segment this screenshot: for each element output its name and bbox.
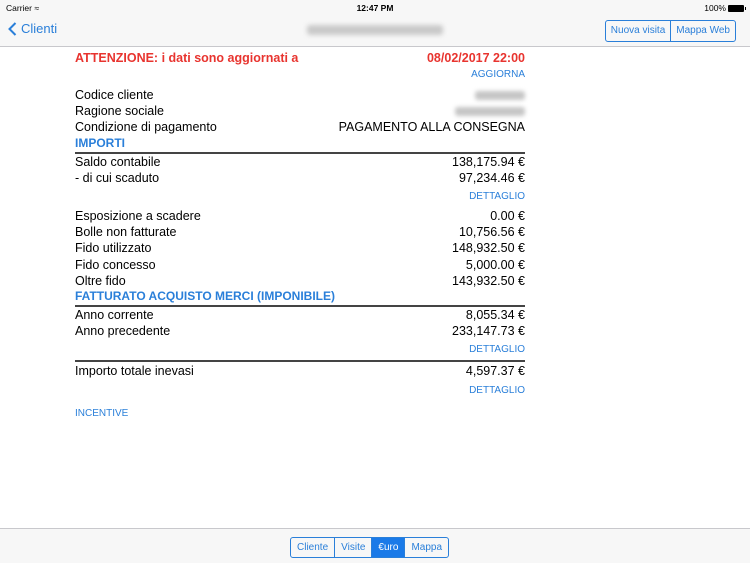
warning-datetime: 08/02/2017 22:00: [426, 51, 525, 65]
tab-euro[interactable]: €uro: [371, 538, 404, 557]
refresh-link[interactable]: AGGIORNA: [471, 69, 525, 80]
info-value: PAGAMENTO ALLA CONSEGNA: [338, 120, 525, 135]
info-row: [75, 87, 525, 103]
amount-row: [75, 257, 525, 273]
battery-icon: [728, 5, 744, 12]
clock: 12:47 PM: [356, 3, 394, 13]
amount-value: 0.00 €: [490, 208, 525, 223]
amount-label: Fido concesso: [75, 257, 156, 272]
navigation-bar: [0, 0, 750, 47]
amount-label: Bolle non fatturate: [75, 225, 177, 240]
client-code-redacted: [475, 91, 525, 100]
amount-value: 5,000.00 €: [465, 257, 525, 272]
section-fatturato: FATTURATO ACQUISTO MERCI (IMPONIBILE): [75, 288, 335, 303]
amount-row: [75, 208, 525, 224]
amount-label: - di cui scaduto: [75, 170, 160, 185]
detail-link-importi[interactable]: DETTAGLIO: [469, 190, 525, 202]
status-bar: [0, 0, 750, 16]
divider: [75, 360, 525, 362]
new-visit-button[interactable]: Nuova visita: [610, 25, 666, 36]
section-tabs: [290, 537, 449, 558]
amount-label: Oltre fido: [75, 273, 126, 288]
back-label: Clienti: [21, 21, 58, 36]
amount-row: [75, 170, 525, 186]
info-row: [75, 103, 525, 119]
amount-value: 233,147.73 €: [452, 324, 525, 339]
amount-row: [75, 154, 525, 170]
wifi-icon: ≈: [34, 3, 40, 13]
detail-link-fatturato[interactable]: DETTAGLIO: [469, 344, 525, 356]
amount-label: Esposizione a scadere: [75, 208, 201, 223]
tab-cliente[interactable]: Cliente: [297, 542, 329, 553]
amount-value: 97,234.46 €: [458, 170, 525, 185]
amount-value: 138,175.94 €: [452, 154, 525, 169]
page-title-redacted: [307, 25, 443, 35]
amount-row: [75, 224, 525, 240]
data-warning: [75, 48, 525, 69]
info-label: Condizione di pagamento: [75, 120, 217, 135]
amount-row: [75, 363, 525, 379]
amount-row: [75, 307, 525, 323]
amount-row: [75, 323, 525, 339]
amount-label: Fido utilizzato: [75, 241, 152, 256]
section-importi: IMPORTI: [75, 135, 125, 150]
tab-visite[interactable]: Visite: [334, 538, 371, 557]
client-finance-panel: [75, 48, 525, 420]
detail-link-inevasi[interactable]: DETTAGLIO: [469, 385, 525, 397]
amount-row: [75, 273, 525, 289]
battery-status: 100%: [704, 3, 744, 13]
info-label: Ragione sociale: [75, 104, 164, 119]
amount-label: Anno precedente: [75, 324, 171, 339]
tab-mappa[interactable]: Mappa: [404, 538, 448, 557]
amount-value: 10,756.56 €: [458, 225, 525, 240]
amount-row: [75, 240, 525, 256]
web-map-button[interactable]: Mappa Web: [670, 21, 735, 41]
back-button[interactable]: [8, 21, 57, 36]
chevron-left-icon: [8, 22, 17, 36]
amount-label: Anno corrente: [75, 307, 154, 322]
info-label: Codice cliente: [75, 88, 154, 102]
amount-value: 148,932.50 €: [452, 241, 525, 256]
company-name-redacted: [455, 107, 525, 116]
bottom-toolbar: [0, 528, 750, 563]
info-row: [75, 119, 525, 135]
amount-label: Saldo contabile: [75, 154, 161, 169]
carrier-label: Carrier ≈: [6, 3, 40, 13]
amount-value: 4,597.37 €: [465, 364, 525, 379]
incentive-link[interactable]: INCENTIVE: [75, 408, 129, 420]
amount-value: 8,055.34 €: [465, 307, 525, 322]
warning-text: ATTENZIONE: i dati sono aggiornati a: [75, 51, 299, 65]
amount-label: Importo totale inevasi: [75, 364, 194, 379]
top-actions: [605, 20, 736, 42]
amount-value: 143,932.50 €: [452, 273, 525, 288]
